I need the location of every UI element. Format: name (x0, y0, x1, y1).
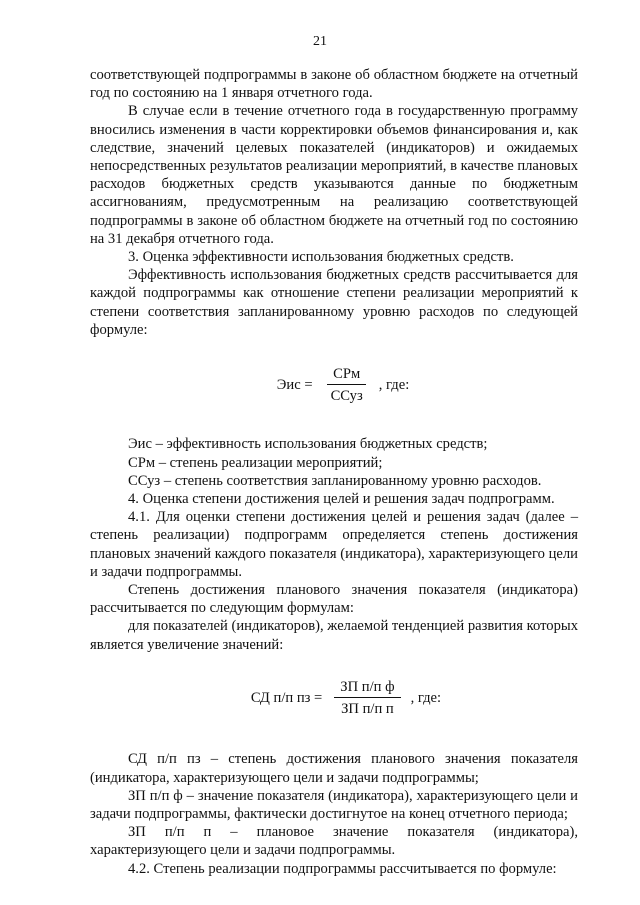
formula-suffix: , где: (378, 377, 410, 394)
formula-denominator: ССуз (330, 388, 363, 405)
formula-lhs: Эис = (276, 377, 313, 394)
section-heading-3: 3. Оценка эффективности использования бюджетных средств. (128, 249, 514, 266)
paragraph-increase-trend: для показателей (индикаторов), желаемой тенденцией развития которых является увеличение значений: (90, 618, 578, 653)
definition-zp-p: ЗП п/п п – плановое значение показателя (индикатора), характеризующего цели и задачи подпрограммы. (90, 824, 578, 859)
definition-eis: Эис – эффективность использования бюджетных средств; (128, 436, 488, 453)
definition-ssuz: ССуз – степень соответствия запланированному уровню расходов. (128, 472, 542, 489)
paragraph-efficiency-intro: Эффективность использования бюджетных средств рассчитывается для каждой подпрограммы как отношение степени реализации мероприятий к степени соответствия запланированному уровню расходов по следующей формуле: (90, 267, 578, 338)
paragraph-budget-changes: В случае если в течение отчетного года в государственную программу вносились изменения в части корректировки объемов финансирования и, как следствие, значений целевых показателей (индикаторов) и ожидаемых непосредственных результатов реализации мероприятий, в качестве плановых расходов бюджетных средств указываются данные по бюджетным ассигнованиям, предусмотренным на реализацию соответствующей подпрограммы в законе об областном бюджете на отчетный год по состоянию на 31 декабря отчетного года. (90, 103, 579, 247)
paragraph-4-1: 4.1. Для оценки степени достижения целей и решения задач (далее – степень реализации) подпрограмм определяется степень достижения плановых значений каждого показателя (индикатора), характеризующего цели и задачи подпрограммы. (90, 509, 578, 580)
formula-fraction (325, 365, 369, 405)
definition-srm: СРм – степень реализации мероприятий; (128, 454, 383, 471)
formula-numerator: ЗП п/п ф (334, 678, 400, 698)
paragraph-achievement-intro: Степень достижения планового значения показателя (индикатора) рассчитывается по следующим формулам: (90, 582, 578, 617)
formula-efficiency (108, 365, 578, 405)
definition-zp-f: ЗП п/п ф – значение показателя (индикатора), характеризующего цели и задачи подпрограммы, фактически достигнутое на конец отчетного периода; (90, 787, 578, 822)
formula-lhs: СД п/п пз = (250, 689, 323, 706)
formula-numerator: СРм (327, 365, 366, 385)
formula-fraction (334, 678, 400, 718)
definition-sd: СД п/п пз – степень достижения планового значения показателя (индикатора, характеризующего цели и задачи подпрограммы; (90, 751, 578, 786)
formula-achievement (114, 678, 578, 718)
section-heading-4: 4. Оценка степени достижения целей и решения задач подпрограмм. (128, 491, 555, 508)
page-content (90, 66, 578, 878)
paragraph-4-2: 4.2. Степень реализации подпрограммы рассчитывается по формуле: (128, 860, 557, 877)
paragraph-continuation: соответствующей подпрограммы в законе об областном бюджете на отчетный год по состоянию на 1 января отчетного года. (90, 67, 578, 102)
formula-suffix: , где: (410, 689, 442, 706)
page-number: 21 (313, 34, 327, 49)
formula-denominator: ЗП п/п п (341, 701, 394, 718)
